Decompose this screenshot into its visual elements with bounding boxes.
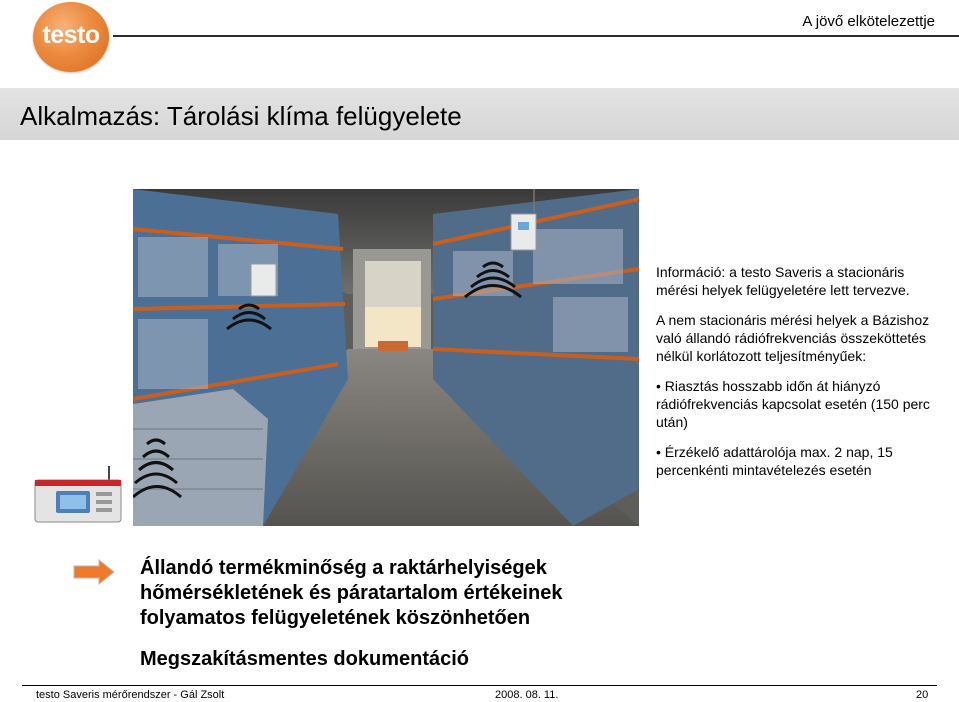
title-bar [0, 88, 959, 140]
conclusion-text: Állandó termékminőség a raktárhelyiségek hőmérsékletének és páratartalom értékeinek folyamatos felügyeletének köszönhetően [140, 557, 563, 629]
footer-divider [22, 685, 937, 686]
info-paragraph-1: Információ: a testo Saveris a stacionáris mérési helyek felügyeletére lett tervezve. [656, 264, 910, 298]
info-paragraph-2: A nem stacionáris mérési helyek a Bázishoz való állandó rádiófrekvenciás összeköttetés nélkül korlátozott teljesítményűek: [656, 312, 930, 364]
header-divider [113, 35, 959, 37]
tagline: A jövő elkötelezettje [802, 13, 935, 30]
page-number: 20 [916, 689, 929, 701]
info-text [656, 263, 946, 479]
documentation-text: Megszakításmentes dokumentáció [140, 648, 469, 670]
slide-title: Alkalmazás: Tárolási klíma felügyelete [20, 101, 462, 131]
testo-logo [33, 2, 109, 72]
logo-text: testo [42, 21, 100, 49]
footer-date: 2008. 08. 11. [495, 689, 559, 701]
info-bullet-2: • Érzékelő adattárolója max. 2 nap, 15 percenkénti mintavételezés esetén [656, 444, 893, 478]
footer-left: testo Saveris mérőrendszer - Gál Zsolt [36, 689, 225, 701]
right-arrow-icon [73, 559, 115, 585]
saveris-base-device-image [34, 466, 124, 524]
info-bullet-1: • Riasztás hosszabb időn át hiányzó rádiófrekvenciás kapcsolat esetén (150 perc után) [656, 378, 930, 430]
warehouse-photo [133, 189, 639, 526]
